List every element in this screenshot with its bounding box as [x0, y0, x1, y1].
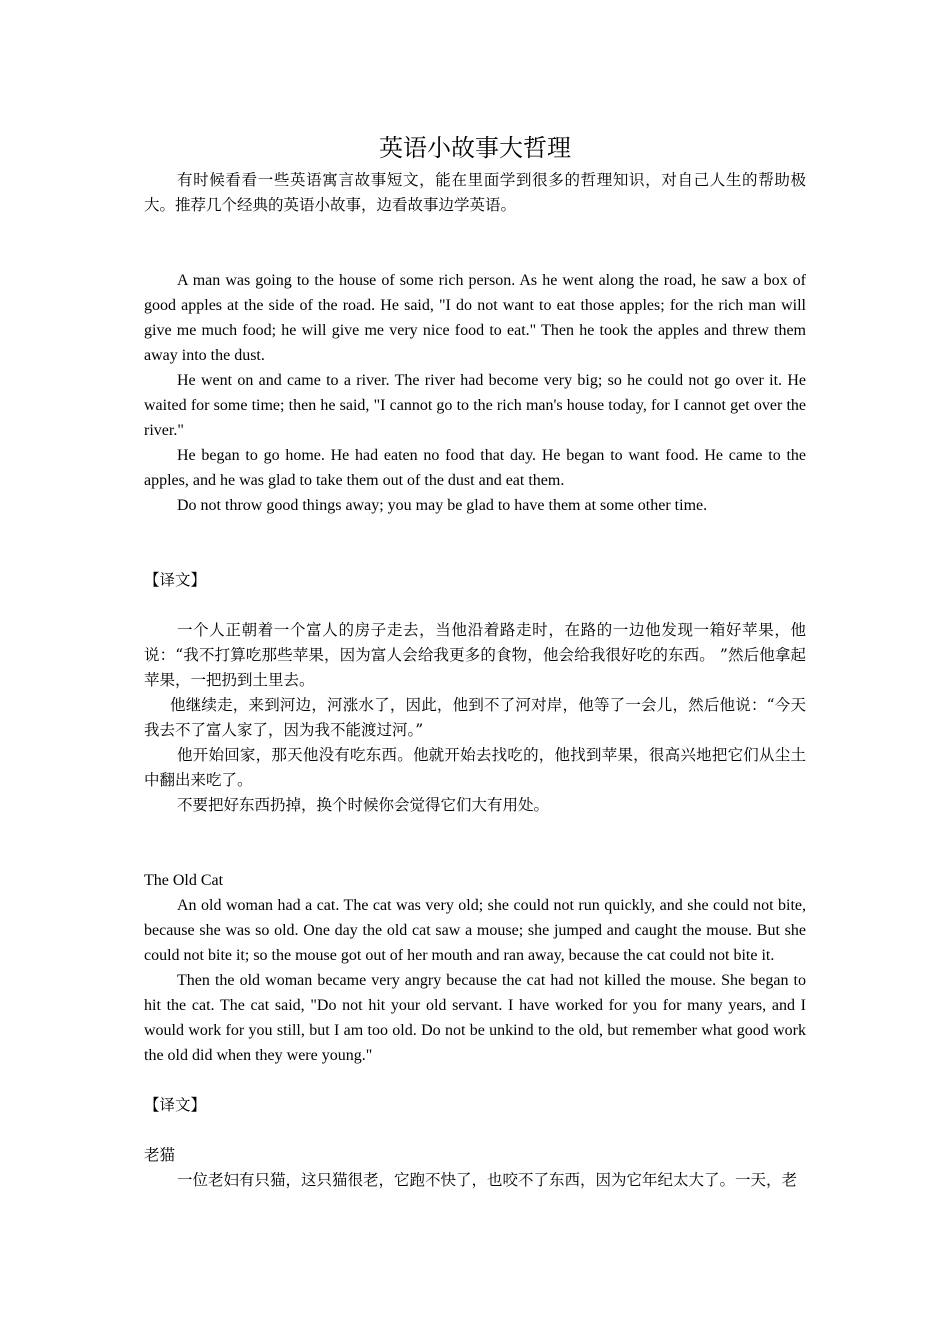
spacer	[144, 543, 806, 568]
spacer	[144, 518, 806, 543]
story2-paragraph: An old woman had a cat. The cat was very old; she could not run quickly, and she could not bite, because she was so old. One day the old cat saw a mouse; she jumped and caught the mouse. But she could not bite it; so the mouse got out of her mouth and ran away, because the cat could not bite it.	[144, 897, 806, 964]
story1-translation-paragraph: 他开始回家，那天他没有吃东西。他就开始去找吃的，他找到苹果，很高兴地把它们从尘土中翻出来吃了。	[144, 746, 806, 789]
spacer	[144, 1068, 806, 1093]
story1-translation-paragraph: 他继续走，来到河边，河涨水了，因此，他到不了河对岸，他等了一会儿，然后他说：“今天我去不了富人家了，因为我不能渡过河。”	[144, 696, 806, 739]
story2-translation-heading: 【译文】	[144, 1096, 207, 1114]
story1-paragraph: He began to go home. He had eaten no food that day. He began to want food. He came to the apples, and he was glad to take them out of the dust and eat them.	[144, 447, 806, 489]
story1-translation-paragraph: 不要把好东西扔掉，换个时候你会觉得它们大有用处。	[177, 796, 550, 814]
document-title: 英语小故事大哲理	[379, 134, 571, 162]
spacer	[144, 843, 806, 868]
story1-paragraph: Do not throw good things away; you may be glad to have them at some other time.	[177, 497, 708, 514]
document-page	[144, 128, 806, 1193]
story1-paragraph: He went on and came to a river. The river had become very big; so he could not go over it. He waited for some time; then he said, "I cannot go to the rich man's house today, for I cannot get over the river."	[144, 372, 806, 439]
spacer	[144, 1118, 806, 1143]
spacer	[144, 593, 806, 618]
story1-paragraph: A man was going to the house of some rich person. As he went along the road, he saw a box of good apples at the side of the road. He said, "I do not want to eat those apples; for the rich man will give me much food; he will give me very nice food to eat." Then he took the apples and threw them away into the dust.	[144, 272, 806, 364]
story2-paragraph: Then the old woman became very angry because the cat had not killed the mouse. She began to hit the cat. The cat said, "Do not hit your old servant. I have worked for you for many years, and I would work for you still, but I am too old. Do not be unkind to the old, but remember what good work the old did when they were young."	[144, 972, 806, 1064]
story1-translation-heading: 【译文】	[144, 571, 207, 589]
story1-translation-paragraph: 一个人正朝着一个富人的房子走去，当他沿着路走时，在路的一边他发现一箱好苹果，他说：“我不打算吃那些苹果，因为富人会给我更多的食物，他会给我很好吃的东西。 ”然后他拿起苹果，一把扔到土里去。	[144, 621, 806, 689]
story2-translation-title: 老猫	[144, 1146, 176, 1164]
spacer	[144, 818, 806, 843]
story2-translation-paragraph: 一位老妇有只猫，这只猫很老，它跑不快了，也咬不了东西，因为它年纪太大了。一天，老	[177, 1171, 798, 1189]
story2-title: The Old Cat	[144, 872, 224, 889]
intro-paragraph: 有时候看看一些英语寓言故事短文，能在里面学到很多的哲理知识，对自己人生的帮助极大。推荐几个经典的英语小故事，边看故事边学英语。	[144, 171, 806, 214]
spacer	[144, 218, 806, 243]
spacer	[144, 243, 806, 268]
